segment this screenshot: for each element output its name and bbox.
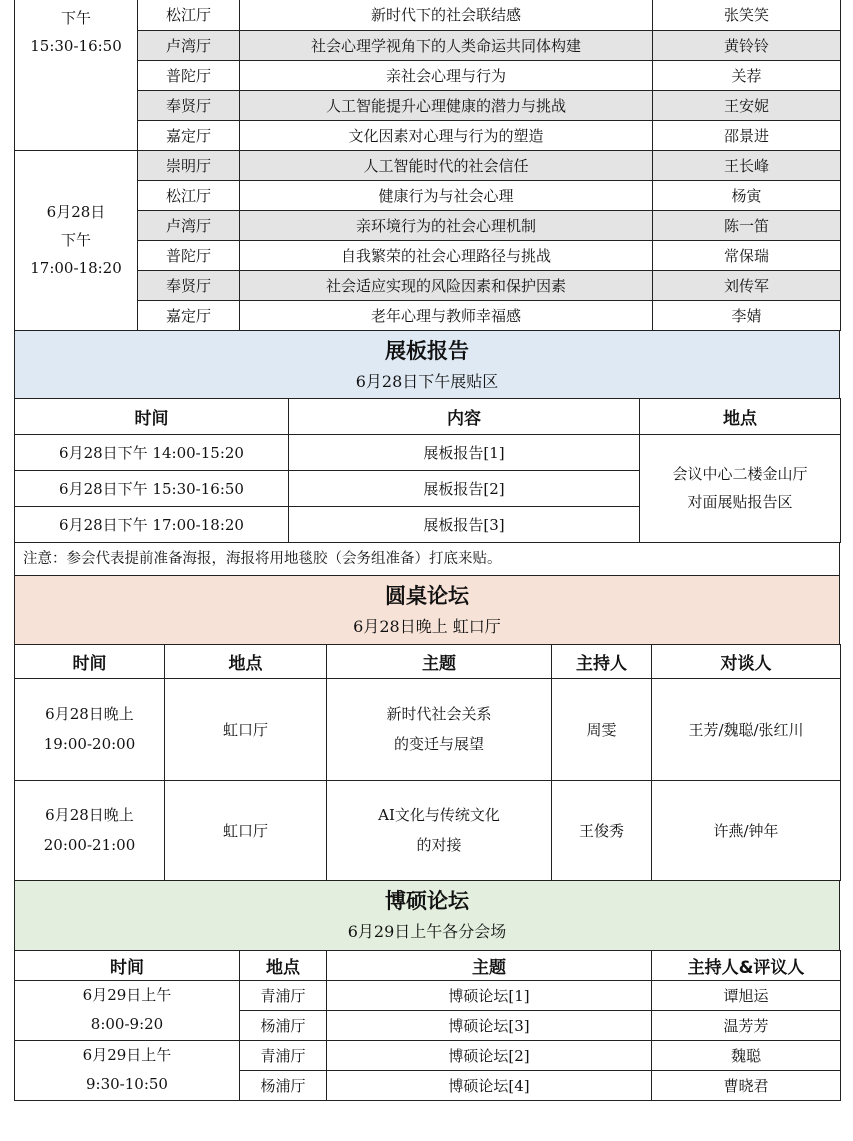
session-time-range: 15:30-16:50	[30, 37, 122, 55]
col-header-topic: 主题	[327, 950, 652, 980]
col-header-location: 地点	[640, 398, 841, 434]
poster-title: 展板报告	[385, 338, 469, 363]
room-cell: 卢湾厅	[138, 30, 240, 60]
topic-cell: 健康行为与社会心理	[240, 180, 653, 210]
topic-cell: 社会适应实现的风险因素和保护因素	[240, 270, 653, 300]
phd-location-cell: 青浦厅	[240, 1040, 327, 1070]
poster-banner	[14, 331, 840, 398]
room-cell: 嘉定厅	[138, 120, 240, 150]
roundtable-topic-cell	[327, 780, 552, 880]
col-header-guests: 对谈人	[652, 644, 841, 678]
person-cell: 张笑笑	[653, 0, 841, 30]
roundtable-time-cell	[15, 780, 165, 880]
phd-forum-title: 博硕论坛	[385, 888, 469, 913]
schedule-document	[14, 0, 840, 1101]
person-cell: 邵景进	[653, 120, 841, 150]
topic-cell: 自我繁荣的社会心理路径与挑战	[240, 240, 653, 270]
roundtable-guests-cell: 王芳/魏聪/张红川	[652, 678, 841, 780]
phd-forum-banner	[14, 881, 840, 950]
person-cell: 刘传军	[653, 270, 841, 300]
col-header-time: 时间	[15, 644, 165, 678]
person-cell: 李婧	[653, 300, 841, 330]
poster-content-cell: 展板报告[1]	[289, 434, 640, 470]
topic-cell: 文化因素对心理与行为的塑造	[240, 120, 653, 150]
phd-topic-cell: 博硕论坛[2]	[327, 1040, 652, 1070]
phd-time-cell	[15, 980, 240, 1040]
roundtable-time-range: 19:00-20:00	[43, 735, 136, 753]
roundtable-time-cell	[15, 678, 165, 780]
phd-date: 6月29日上午	[82, 1046, 172, 1064]
poster-time-cell: 6月28日下午 15:30-16:50	[15, 470, 289, 506]
roundtable-banner	[14, 576, 840, 644]
poster-time-cell: 6月28日下午 14:00-15:20	[15, 434, 289, 470]
poster-content-cell: 展板报告[2]	[289, 470, 640, 506]
room-cell: 奉贤厅	[138, 90, 240, 120]
roundtable-topic-line: AI文化与传统文化	[378, 806, 500, 824]
phd-topic-cell: 博硕论坛[3]	[327, 1010, 652, 1040]
col-header-content: 内容	[289, 398, 640, 434]
phd-location-cell: 杨浦厅	[240, 1010, 327, 1040]
roundtable-location-cell: 虹口厅	[165, 780, 327, 880]
session-time-line: 下午	[60, 231, 91, 249]
person-cell: 关荐	[653, 60, 841, 90]
room-cell: 普陀厅	[138, 60, 240, 90]
topic-cell: 人工智能时代的社会信任	[240, 150, 653, 180]
col-header-host: 主持人	[552, 644, 652, 678]
session-time-line: 下午	[60, 9, 91, 27]
roundtable-topic-line: 的变迁与展望	[393, 735, 484, 753]
phd-location-cell: 青浦厅	[240, 980, 327, 1010]
col-header-topic: 主题	[327, 644, 552, 678]
topic-cell: 亲社会心理与行为	[240, 60, 653, 90]
col-header-location: 地点	[240, 950, 327, 980]
person-cell: 王安妮	[653, 90, 841, 120]
poster-table	[14, 398, 841, 543]
room-cell: 普陀厅	[138, 240, 240, 270]
roundtable-guests-cell: 许燕/钟年	[652, 780, 841, 880]
poster-subtitle: 6月28日下午展贴区	[355, 371, 499, 391]
room-cell: 松江厅	[138, 180, 240, 210]
topic-cell: 人工智能提升心理健康的潜力与挑战	[240, 90, 653, 120]
roundtable-topic-line: 新时代社会关系	[386, 705, 492, 723]
room-cell: 奉贤厅	[138, 270, 240, 300]
room-cell: 嘉定厅	[138, 300, 240, 330]
person-cell: 常保瑞	[653, 240, 841, 270]
col-header-host: 主持人&评议人	[652, 950, 841, 980]
session-time-cell	[15, 150, 138, 330]
phd-topic-cell: 博硕论坛[4]	[327, 1070, 652, 1100]
roundtable-title: 圆桌论坛	[385, 583, 469, 608]
roundtable-location-cell: 虹口厅	[165, 678, 327, 780]
session-date: 6月28日	[46, 203, 106, 221]
roundtable-subtitle: 6月28日晚上 虹口厅	[353, 616, 501, 636]
roundtable-host-cell: 周雯	[552, 678, 652, 780]
phd-date: 6月29日上午	[82, 986, 172, 1004]
phd-host-cell: 曹晓君	[652, 1070, 841, 1100]
roundtable-topic-line: 的对接	[416, 836, 462, 854]
person-cell: 杨寅	[653, 180, 841, 210]
topic-cell: 老年心理与教师幸福感	[240, 300, 653, 330]
person-cell: 陈一笛	[653, 210, 841, 240]
col-header-time: 时间	[15, 398, 289, 434]
roundtable-table	[14, 644, 841, 881]
poster-time-cell: 6月28日下午 17:00-18:20	[15, 506, 289, 542]
phd-location-cell: 杨浦厅	[240, 1070, 327, 1100]
room-cell: 松江厅	[138, 0, 240, 30]
person-cell: 黄铃铃	[653, 30, 841, 60]
poster-note: 注意：参会代表提前准备海报，海报将用地毯胶（会务组准备）打底来贴。	[14, 543, 840, 576]
poster-location-line: 对面展贴报告区	[687, 493, 793, 511]
col-header-location: 地点	[165, 644, 327, 678]
phd-host-cell: 谭旭运	[652, 980, 841, 1010]
phd-forum-subtitle: 6月29日上午各分会场	[347, 921, 507, 941]
phd-topic-cell: 博硕论坛[1]	[327, 980, 652, 1010]
phd-time-range: 9:30-10:50	[86, 1075, 168, 1093]
room-cell: 崇明厅	[138, 150, 240, 180]
poster-location-line: 会议中心二楼金山厅	[672, 465, 808, 483]
session-time-cell	[15, 0, 138, 150]
col-header-time: 时间	[15, 950, 240, 980]
phd-host-cell: 温芳芳	[652, 1010, 841, 1040]
phd-host-cell: 魏聪	[652, 1040, 841, 1070]
roundtable-topic-cell	[327, 678, 552, 780]
phd-time-range: 8:00-9:20	[90, 1015, 164, 1033]
topic-cell: 亲环境行为的社会心理机制	[240, 210, 653, 240]
roundtable-time-range: 20:00-21:00	[43, 836, 136, 854]
room-cell: 卢湾厅	[138, 210, 240, 240]
roundtable-date: 6月28日晚上	[45, 705, 134, 723]
roundtable-date: 6月28日晚上	[45, 806, 134, 824]
person-cell: 王长峰	[653, 150, 841, 180]
phd-forum-table	[14, 950, 841, 1101]
poster-content-cell: 展板报告[3]	[289, 506, 640, 542]
topic-cell: 社会心理学视角下的人类命运共同体构建	[240, 30, 653, 60]
session-table-top	[14, 0, 841, 331]
phd-time-cell	[15, 1040, 240, 1100]
poster-location-cell	[640, 434, 841, 542]
topic-cell: 新时代下的社会联结感	[240, 0, 653, 30]
roundtable-host-cell: 王俊秀	[552, 780, 652, 880]
session-time-range: 17:00-18:20	[30, 259, 122, 277]
